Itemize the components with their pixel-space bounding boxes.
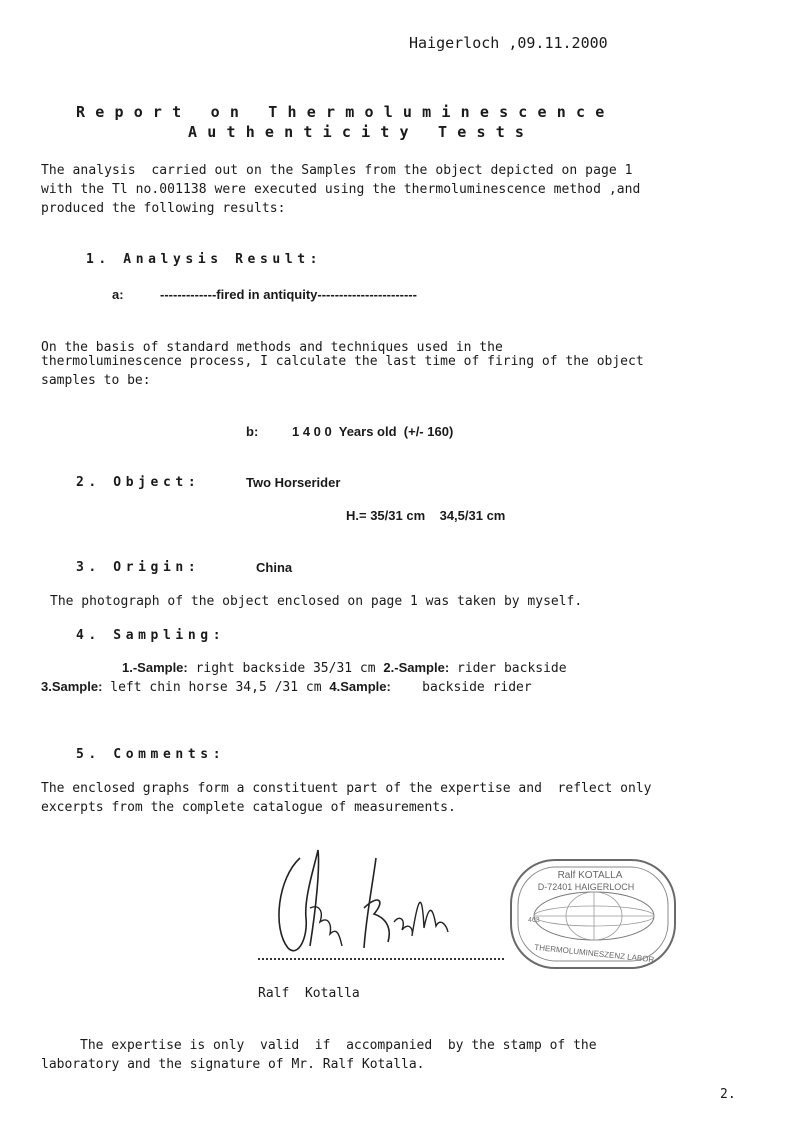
age-label: b: bbox=[246, 424, 259, 439]
sample-2-text: rider backside bbox=[449, 661, 567, 676]
sampling-line-2 bbox=[41, 679, 532, 695]
stamp-lab: THERMOLUMINESZENZ LABOR bbox=[533, 942, 655, 965]
basis-line-3: samples to be: bbox=[41, 373, 151, 388]
section-comments-heading: 5. Comments: bbox=[76, 747, 226, 762]
sample-3-text: left chin horse 34,5 /31 cm bbox=[102, 680, 330, 695]
page-number: 2. bbox=[720, 1087, 736, 1102]
signatory-name: Ralf Kotalla bbox=[258, 986, 360, 1001]
intro-line-3: produced the following results: bbox=[41, 201, 286, 216]
sample-1-label: 1.-Sample: bbox=[122, 660, 188, 675]
comments-line-2: excerpts from the complete catalogue of measurements. bbox=[41, 800, 456, 815]
section-sampling-heading: 4. Sampling: bbox=[76, 628, 226, 643]
sample-4-label: 4.Sample: bbox=[329, 679, 391, 694]
section-analysis-heading: 1. Analysis Result: bbox=[86, 252, 323, 267]
photo-note: The photograph of the object enclosed on page 1 was taken by myself. bbox=[50, 594, 583, 609]
report-title-line2: Authenticity Tests bbox=[188, 123, 535, 141]
age-value: 1 4 0 0 Years old (+/- 160) bbox=[292, 424, 454, 439]
laboratory-stamp bbox=[508, 856, 680, 972]
sample-3-label: 3.Sample: bbox=[41, 679, 103, 694]
sampling-line-1 bbox=[122, 660, 567, 676]
analysis-result-label: a: bbox=[112, 287, 124, 302]
sample-1-text: right backside 35/31 cm bbox=[187, 661, 384, 676]
object-dimensions: H.= 35/31 cm 34,5/31 cm bbox=[346, 508, 506, 523]
report-title-line1: Report on Thermoluminescence bbox=[76, 103, 615, 121]
sample-2-label: 2.-Sample: bbox=[383, 660, 450, 675]
footer-line-2: laboratory and the signature of Mr. Ralf Kotalla. bbox=[41, 1057, 425, 1072]
intro-line-2: with the Tl no.001138 were executed using the thermoluminescence method ,and bbox=[41, 182, 641, 197]
analysis-result-text: -------------fired in antiquity----------------------- bbox=[160, 287, 417, 302]
section-object-heading: 2. Object: bbox=[76, 475, 201, 490]
basis-line-1: On the basis of standard methods and techniques used in the bbox=[41, 340, 503, 355]
signature-line bbox=[258, 958, 504, 960]
comments-line-1: The enclosed graphs form a constituent part of the expertise and reflect only bbox=[41, 781, 652, 796]
sample-4-text: backside rider bbox=[390, 680, 532, 695]
handwritten-signature bbox=[268, 838, 468, 968]
section-origin-heading: 3. Origin: bbox=[76, 560, 201, 575]
stamp-code: 463 bbox=[528, 917, 540, 924]
stamp-address: D-72401 HAIGERLOCH bbox=[537, 882, 635, 892]
footer-line-1: The expertise is only valid if accompanied by the stamp of the bbox=[80, 1038, 597, 1053]
stamp-name: Ralf KOTALLA bbox=[557, 870, 623, 881]
intro-line-1: The analysis carried out on the Samples from the object depicted on page 1 bbox=[41, 163, 633, 178]
origin-value: China bbox=[256, 560, 293, 575]
place-date: Haigerloch ,09.11.2000 bbox=[409, 34, 608, 52]
basis-line-2: thermoluminescence process, I calculate the last time of firing of the object bbox=[41, 354, 644, 369]
object-name: Two Horserider bbox=[246, 475, 341, 490]
